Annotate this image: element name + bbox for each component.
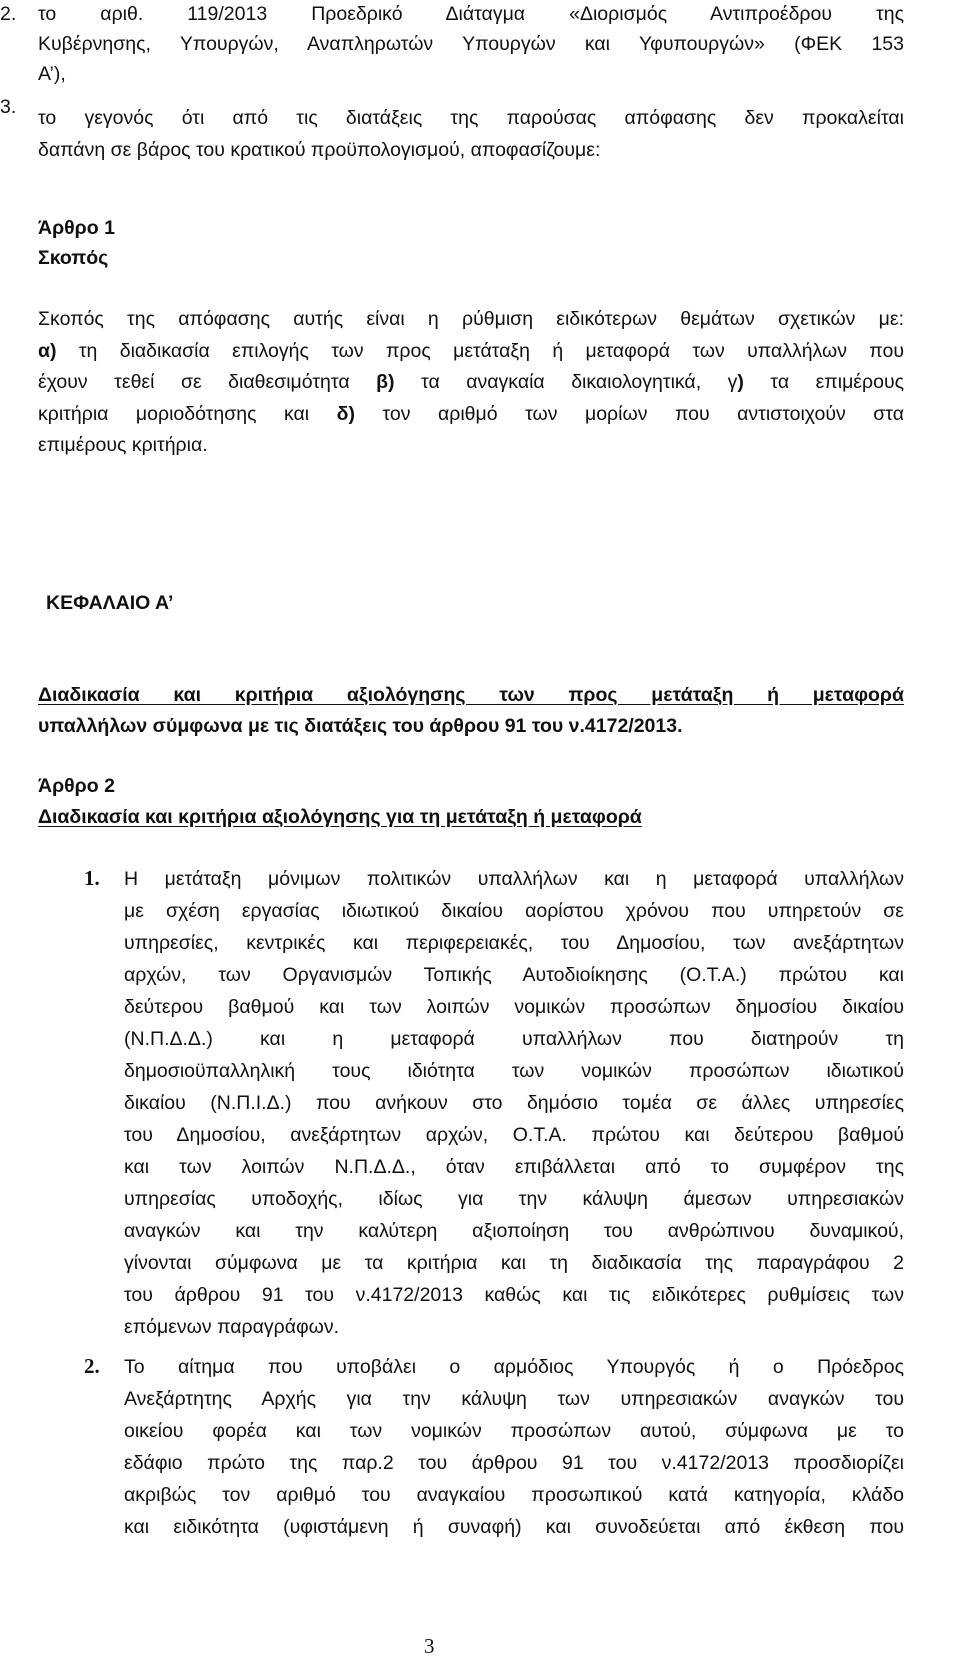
text-span: έχουν τεθεί σε διαθεσιμότητα (38, 371, 350, 393)
text-line: οικείου φορέα και των νομικών προσώπων αυτού, σύμφωνα με το (124, 1420, 904, 1442)
chapter-title-line: υπαλλήλων σύμφωνα με τις διατάξεις του άρθρου 91 του ν.4172/2013. (38, 715, 683, 737)
chapter-heading: ΚΕΦΑΛΑΙΟ Α’ (46, 592, 174, 614)
text-line: δεύτερου βαθμού και των λοιπών νομικών προσώπων δημοσίου δικαίου (124, 996, 904, 1018)
text-line (38, 368, 904, 396)
page-number: 3 (424, 1634, 435, 1658)
text-line: ακριβώς τον αριθμό του αναγκαίου προσωπικού κατά κατηγορία, κλάδο (124, 1484, 904, 1506)
enum-label: α) (38, 340, 57, 362)
text-line: Κυβέρνησης, Υπουργών, Αναπληρωτών Υπουργών και Υφυπουργών» (ΦΕΚ 153 (38, 33, 904, 55)
text-line: Η μετάταξη μόνιμων πολιτικών υπαλλήλων και η μεταφορά υπαλλήλων (124, 868, 904, 890)
text-line: υπηρεσίας υποδοχής, ιδίως για την κάλυψη άμεσων υπηρεσιακών (124, 1188, 904, 1210)
text-line: και ειδικότητα (υφιστάμενη ή συναφή) και συνοδεύεται από έκθεση που (124, 1516, 904, 1538)
item-number: 2. (0, 3, 17, 25)
text-line: με σχέση εργασίας ιδιωτικού δικαίου αορίστου χρόνου που υπηρετούν σε (124, 900, 904, 922)
text-span: κριτήρια μοριοδότησης και (38, 403, 310, 425)
text-line: του άρθρου 91 του ν.4172/2013 καθώς και τις ειδικότερες ρυθμίσεις των (124, 1284, 904, 1306)
item-number: 3. (0, 96, 17, 118)
text-line: το γεγονός ότι από τις διατάξεις της παρούσας απόφασης δεν προκαλείται (38, 107, 904, 129)
text-line: (Ν.Π.Δ.Δ.) και η μεταφορά υπαλλήλων που διατηρούν τη (124, 1028, 904, 1050)
text-span: τον αριθμό των μορίων που αντιστοιχούν στα (382, 403, 905, 425)
text-line (38, 400, 904, 428)
text-span: τη διαδικασία επιλογής των προς μετάταξη ή μεταφορά των υπαλλήλων που (78, 340, 904, 362)
text-line: δημοσιοϋπαλληλική τους ιδιότητα των νομικών προσώπων ιδιωτικού (124, 1060, 904, 1082)
paragraph-number: 1. (84, 866, 100, 890)
text-line (38, 337, 904, 365)
text-span: τα επιμέρους (770, 371, 905, 393)
text-line: αναγκών και την καλύτερη αξιοποίηση του ανθρώπινου δυναμικού, (124, 1220, 904, 1242)
text-line: υπηρεσίες, κεντρικές και περιφερειακές, του Δημοσίου, των ανεξάρτητων (124, 932, 904, 954)
enum-paren: ) (737, 371, 744, 393)
text-line: Α’), (38, 63, 66, 85)
text-line: δαπάνη σε βάρος του κρατικού προϋπολογισμού, αποφασίζουμε: (38, 139, 601, 161)
text-line: Σκοπός της απόφασης αυτής είναι η ρύθμιση ειδικότερων θεμάτων σχετικών με: (38, 308, 904, 330)
text-line: γίνονται σύμφωνα με τα κριτήρια και τη διαδικασία της παραγράφου 2 (124, 1252, 904, 1274)
text-line: Το αίτημα που υποβάλει ο αρμόδιος Υπουργός ή ο Πρόεδρος (124, 1356, 904, 1378)
enum-label: δ) (336, 403, 355, 425)
text-line: εδάφιο πρώτο της παρ.2 του άρθρου 91 του ν.4172/2013 προσδιορίζει (124, 1452, 904, 1474)
text-line: το αριθ. 119/2013 Προεδρικό Διάταγμα «Διορισμός Αντιπροέδρου της (38, 3, 904, 25)
paragraph-number: 2. (84, 1354, 100, 1378)
article-heading: Άρθρο 1 (38, 217, 115, 239)
text-line: δικαίου (Ν.Π.Ι.Δ.) που ανήκουν στο δημόσιο τομέα σε άλλες υπηρεσίες (124, 1092, 904, 1114)
enum-label: β) (376, 371, 395, 393)
article-title: Σκοπός (38, 247, 109, 269)
text-line: επιμέρους κριτήρια. (38, 434, 208, 456)
text-line: επόμενων παραγράφων. (124, 1316, 340, 1338)
article-title: Διαδικασία και κριτήρια αξιολόγησης για τη μετάταξη ή μεταφορά (38, 806, 642, 828)
text-span: τα αναγκαία δικαιολογητικά, γ (421, 371, 738, 393)
article-heading: Άρθρο 2 (38, 775, 115, 797)
chapter-title-line: Διαδικασία και κριτήρια αξιολόγησης των προς μετάταξη ή μεταφορά (38, 684, 904, 706)
text-line: και των λοιπών Ν.Π.Δ.Δ., όταν επιβάλλεται από το συμφέρον της (124, 1156, 904, 1178)
text-line: αρχών, των Οργανισμών Τοπικής Αυτοδιοίκησης (Ο.Τ.Α.) πρώτου και (124, 964, 904, 986)
text-line: του Δημοσίου, ανεξάρτητων αρχών, Ο.Τ.Α. πρώτου και δεύτερου βαθμού (124, 1124, 904, 1146)
text-line: Ανεξάρτητης Αρχής για την κάλυψη των υπηρεσιακών αναγκών του (124, 1388, 904, 1410)
